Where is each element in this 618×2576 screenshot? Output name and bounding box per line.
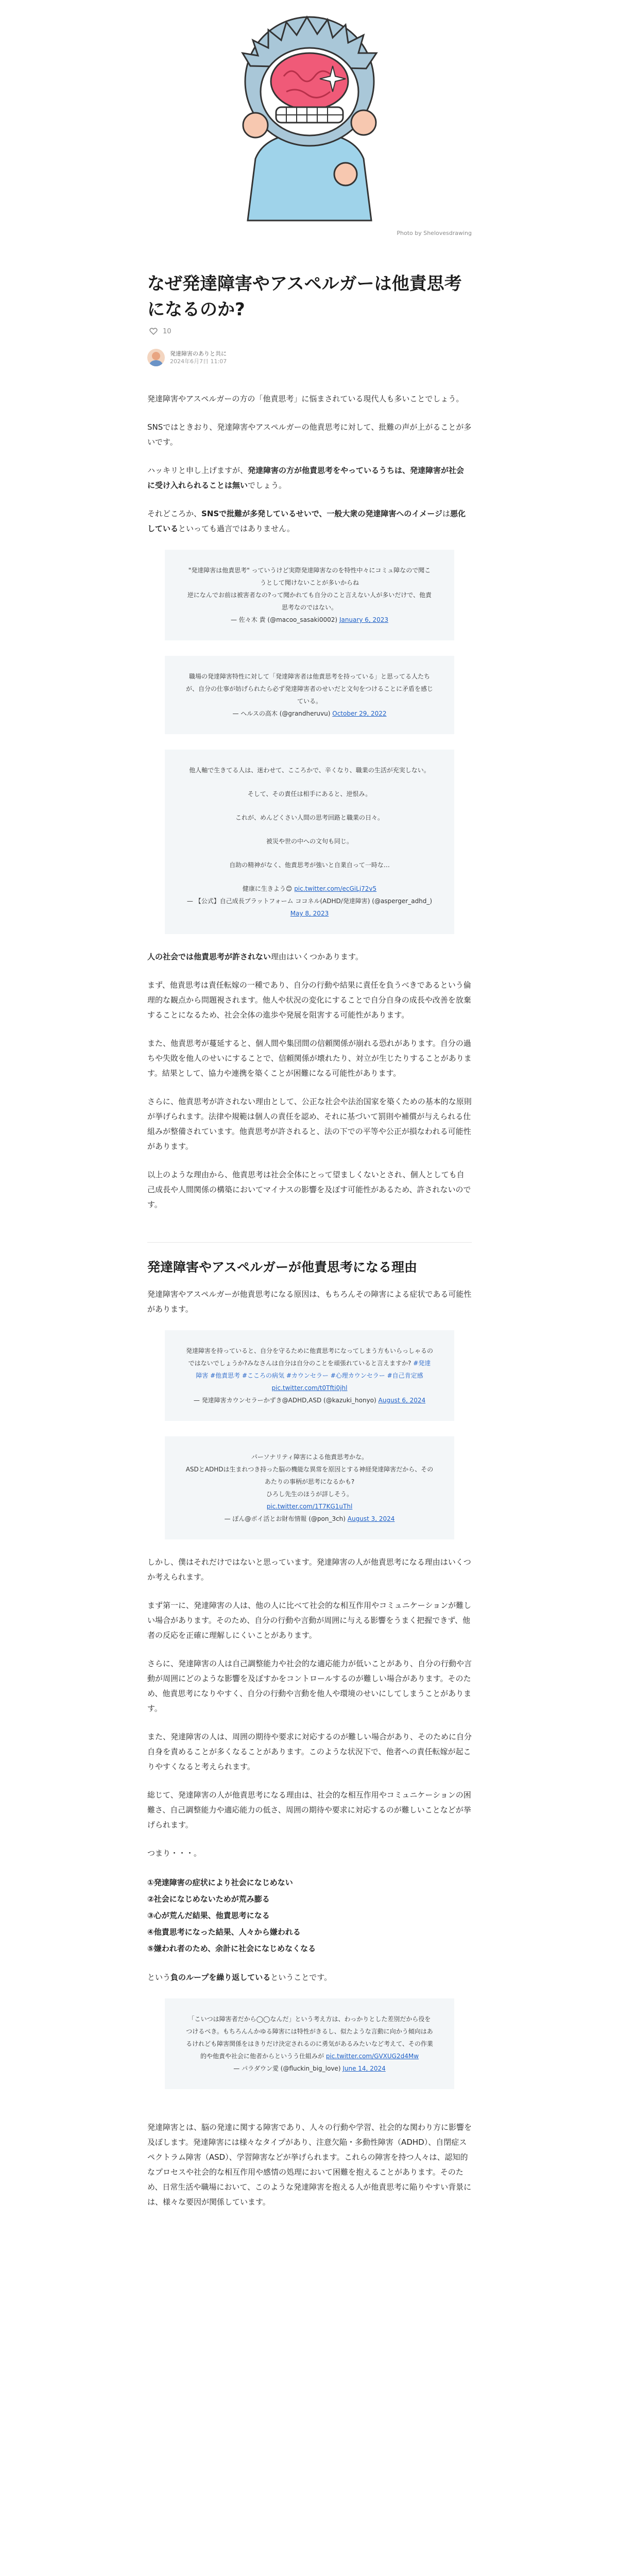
- tweet-date-link[interactable]: June 14, 2024: [342, 2065, 386, 2072]
- photo-credit: Photo by Shelovesdrawing: [397, 230, 472, 236]
- embedded-tweet: "発達障害は他責思考" っていうけど実際発達障害なのを特性中々にコミュ障なので聞こうとして聞けないことが多いからね 逆になんでお前は被害者なの?って聞かれても自分のこと言えない人が多いだけで、他責思考なのではない。 — 佐々木 貴 (@macoo_sasaki0002) January 6, 2023: [165, 550, 454, 640]
- list-item: ⑤嫌われ者のため、余計に社会になじめなくなる: [147, 1944, 316, 1953]
- avatar[interactable]: [147, 349, 165, 366]
- embedded-tweet: 職場の発達障害特性に対して「発達障害者は他責思考を持っている」と思ってる人たちが、自分の仕事が妨げられたら必ず発達障害者のせいだと文句をつけることに矛盾を感じている。 — ヘルスの高木 (@grandheruvu) October 29, 2022: [165, 656, 454, 734]
- author-block[interactable]: [147, 349, 227, 366]
- paragraph: ハッキリと申し上げますが、発達障害の方が他責思考をやっているうちは、発達障害が社会に受け入れられることは無いでしょう。: [147, 466, 465, 490]
- heart-icon[interactable]: [149, 327, 158, 335]
- paragraph: つまり・・・。: [147, 1849, 202, 1858]
- paragraph: 発達障害やアスペルガーが他責思考になる原因は、もちろんその障害による症状である可能性があります。: [147, 1290, 472, 1314]
- embedded-tweet: パーソナリティ障害による他責思考かな。 ASDとADHDは生まれつき持った脳の機能な異常を原因とする神経発達障害だから、そのあたりの事柄が思考になるかも? ひろし先生のほうが詳しそう。 pic.twitter.com/1T7KG1uThl — ぽん@ボイ活とお財布情報 (@pon_3ch) August 3, 2024: [165, 1436, 454, 1539]
- like-counter[interactable]: [149, 327, 171, 335]
- article-column: [147, 0, 472, 2207]
- author-name[interactable]: 発達障害のありと共に: [170, 350, 227, 357]
- paragraph: 発達障害とは、脳の発達に関する障害であり、人々の行動や学習、社会的な関わり方に影響を及ぼします。発達障害には様々なタイプがあり、注意欠陥・多動性障害（ADHD）、自閉症スペクトラム障害（ASD）、学習障害などが挙げられます。これらの障害を持つ人々は、認知的なプロセスや社会的な相互作用や感情の処理において困難を抱えることがあります。そのため、日常生活や職場において、このような発達障害を抱える人が他責思考に陥りやすい背景には、様々な要因が関係しています。: [147, 2123, 472, 2207]
- section-heading: 発達障害やアスペルガーが他責思考になる理由: [147, 1242, 472, 1278]
- list-item: ③心が荒んだ結果、他責思考になる: [147, 1911, 270, 1920]
- paragraph: それどころか、SNSで批難が多発しているせいで、一般大衆の発達障害へのイメージは悪化しているといっても過言ではありません。: [147, 509, 466, 533]
- paragraph: また、発達障害の人は、周囲の期待や要求に対応するのが難しい場合があり、そのために自分自身を責めることが多くなることがあります。このような状況下で、他者への責任転嫁が起こりやすくなると考えられます。: [147, 1732, 472, 1771]
- tweet-date-link[interactable]: January 6, 2023: [339, 616, 389, 623]
- character-illustration: [235, 4, 384, 226]
- paragraph: 以上のような理由から、他責思考は社会全体にとって望ましくないとされ、個人としても自己成長や人間関係の構築においてマイナスの影響を及ぼす可能性があるため、許されないのです。: [147, 1170, 471, 1209]
- tweet-image-link[interactable]: pic.twitter.com/GVXUG2d4Mw: [325, 2053, 419, 2060]
- tweet-image-link[interactable]: pic.twitter.com/t0Tfti0jhl: [271, 1384, 348, 1392]
- tweet-date-link[interactable]: May 8, 2023: [290, 910, 329, 917]
- tweet-date-link[interactable]: August 6, 2024: [378, 1397, 426, 1404]
- tweet-image-link[interactable]: pic.twitter.com/ecGiLj72v5: [294, 885, 377, 892]
- paragraph: まず第一に、発達障害の人は、他の人に比べて社会的な相互作用やコミュニケーションが難しい場合があります。そのため、自分の行動や言動が周囲に与える影響をうまく把握できず、他者の反応を正確に理解しにくいことがあります。: [147, 1601, 472, 1640]
- tweet-image-link[interactable]: pic.twitter.com/1T7KG1uThl: [266, 1503, 353, 1510]
- publish-date: 2024年6月7日 11:07: [170, 358, 227, 365]
- tweet-date-link[interactable]: October 29, 2022: [332, 710, 387, 717]
- article-title: なぜ発達障害やアスペルガーは他責思考になるのか?: [147, 274, 462, 320]
- paragraph: 総じて、発達障害の人が他責思考になる理由は、社会的な相互作用やコミュニケーションの困難さ、自己調整能力や適応能力の低さ、周囲の期待や要求に対応するのが難しいことなどが挙げられます。: [147, 1790, 471, 1829]
- list-item: ④他責思考になった結果、人々から嫌われる: [147, 1927, 301, 1937]
- embedded-tweet: 他人軸で生きてる人は、迷わせて、こころかで、辛くなり、職業の生活が充実しない。 そして、その責任は相手にあると、逆恨み。 これが、めんどくさい人間の思考回路と職業の日々。 被災や世の中への文句も同じ。 自助の精神がなく、他責思考が強いと自業自って一時な… 健康に生きよう😊 pic.twitter.com/ecGiLj72v5 — 【公式】自己成長プラットフォーム ココネル(ADHD/発達障害) (@asperger_adhd_) May 8, 2023: [165, 750, 454, 934]
- tweet-date-link[interactable]: August 3, 2024: [347, 1515, 395, 1522]
- numbered-list: [147, 1874, 472, 1957]
- hero-illustration: [147, 0, 472, 237]
- list-item: ①発達障害の症状により社会になじめない: [147, 1878, 293, 1887]
- paragraph: という負のループを繰り返しているということです。: [147, 1973, 332, 1982]
- like-count: 10: [163, 327, 171, 335]
- paragraph: 発達障害やアスペルガーの方の「他責思考」に悩まされている現代人も多いことでしょう。: [147, 394, 464, 403]
- article-body: [147, 392, 472, 2223]
- paragraph: 人の社会では他責思考が許されない理由はいくつかあります。: [147, 952, 363, 961]
- embedded-tweet: 発達障害を持っていると、自分を守るために他責思考になってしまう方もいらっしゃるのではないでしょうか?みなさんは自分は自分のことを頑張れていると言えますか? #発達障害 #他責思考 #こころの病気 #カウンセラー #心理カウンセラー #自己肯定感 pic.twitter.com/t0Tfti0jhl — 発達障害カウンセラーかずき@ADHD,ASD (@kazuki_honyo) August 6, 2024: [165, 1330, 454, 1421]
- paragraph: まず、他責思考は責任転嫁の一種であり、自分の行動や結果に責任を負うべきであるという倫理的な観点から問題視されます。他人や状況の変化にすることで自分自身の成長や改善を放棄することになるため、社会全体の進歩や発展を阻害する可能性があります。: [147, 980, 471, 1020]
- list-item: ②社会になじめないためが荒み膨る: [147, 1894, 270, 1904]
- paragraph: また、他責思考が蔓延すると、個人間や集団間の信頼関係が崩れる恐れがあります。自分の過ちや失敗を他人のせいにすることで、信頼関係が壊れたり、対立が生じたりすることがあります。結果として、協力や連携を築くことが困難になる可能性があります。: [147, 1039, 472, 1078]
- paragraph: さらに、他責思考が許されない理由として、公正な社会や法治国家を築くための基本的な原則が挙げられます。法律や規範は個人の責任を認め、それに基づいて罰則や補償が与えられる仕組みが整備されています。他責思考が許されると、法の下での平等や公正が損なわれる可能性があります。: [147, 1097, 472, 1151]
- embedded-tweet: 「こいつは障害者だから◯◯なんだ」という考え方は、わっかりとした差別だから役をつけるべき。もちろんんかゆる障害には特性がきるし、似たような言動に向かう傾向はあるけれども障害関係をはきりだけ決定されるのに勇気があるみたいなど考えて、その作業的や他責や社会に他者からというう仕組みが pic.twitter.com/GVXUG2d4Mw — パラダウン愛 (@fluckin_big_love) June 14, 2024: [165, 1998, 454, 2089]
- paragraph: SNSではときおり、発達障害やアスペルガーの他責思考に対して、批難の声が上がることが多いです。: [147, 422, 472, 447]
- paragraph: しかし、僕はそれだけではないと思っています。発達障害の人が他責思考になる理由はいくつか考えられます。: [147, 1557, 471, 1582]
- paragraph: さらに、発達障害の人は自己調整能力や社会的な適応能力が低いことがあり、自分の行動や言動が周囲にどのような影響を及ぼすかをコントロールするのが難しい場合があります。そのため、他責思考になりやすく、自分の行動や言動を他人や環境のせいにしてしまうことがあります。: [147, 1659, 472, 1713]
